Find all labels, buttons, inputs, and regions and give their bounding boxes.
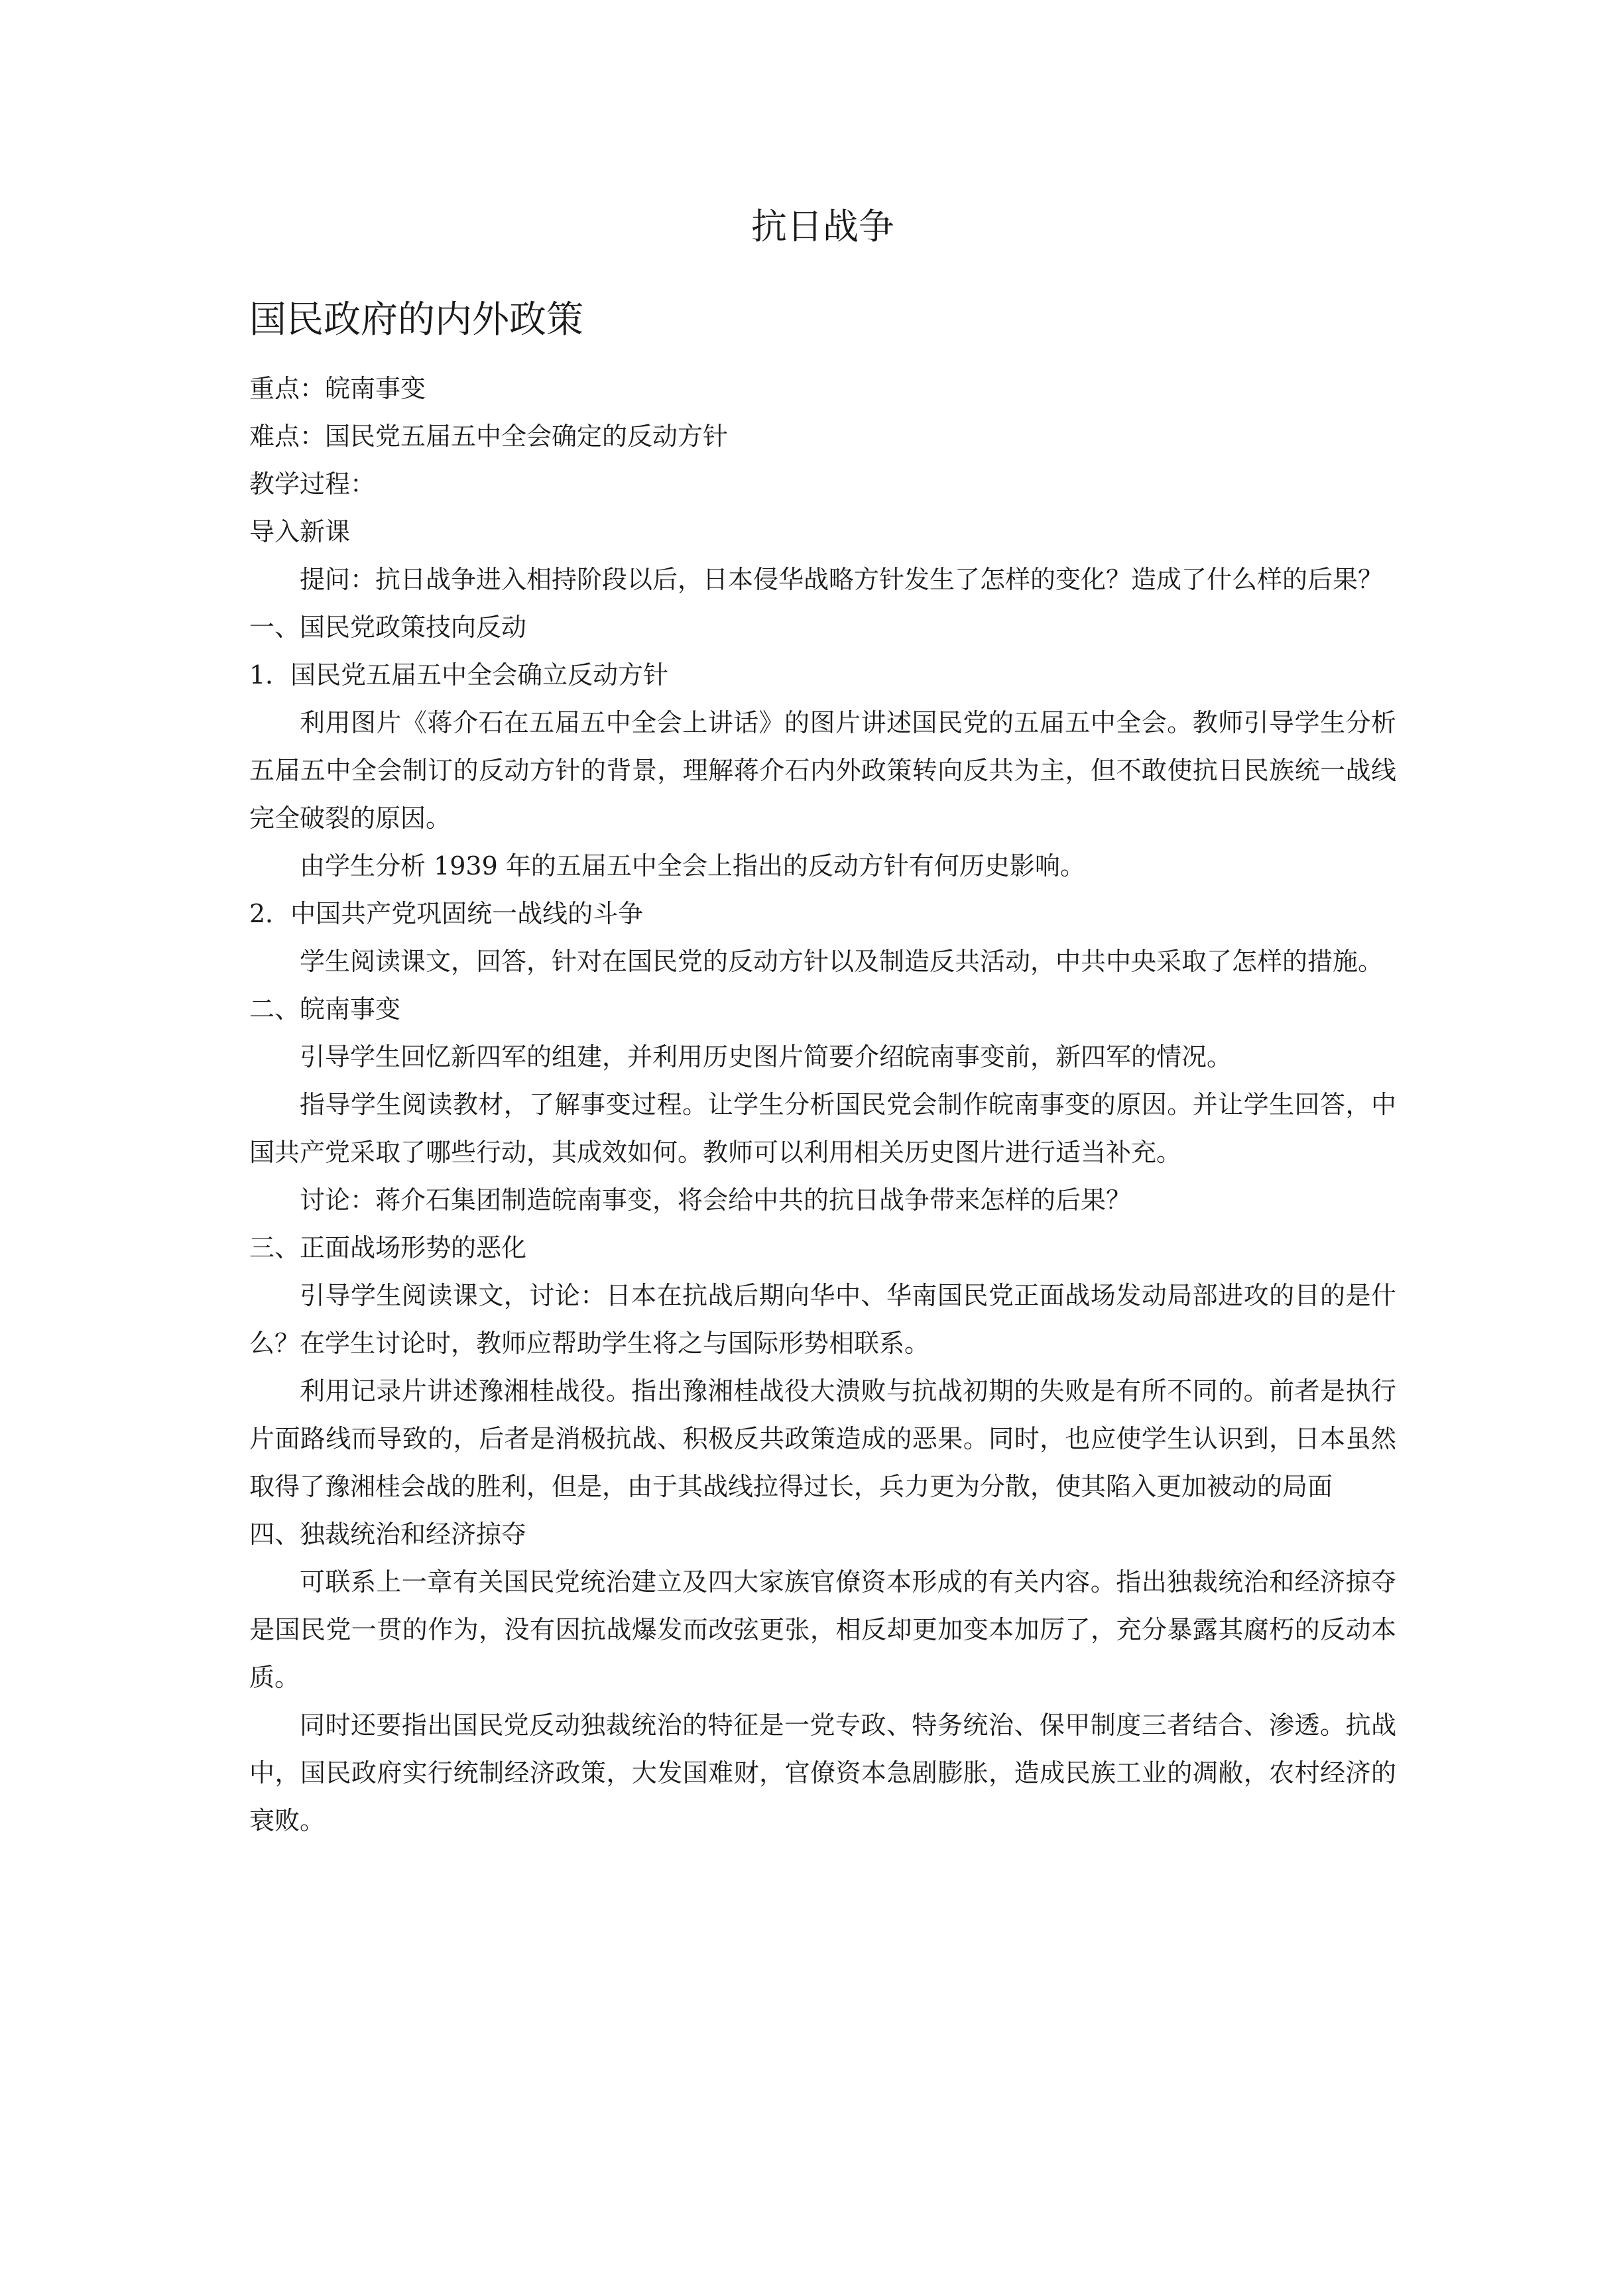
part4-heading: 四、独裁统治和经济掠夺 [249,1519,527,1549]
intro-heading: 导入新课 [249,516,351,546]
difficulty: 难点：国民党五届五中全会确定的反动方针 [249,421,729,451]
part1-sub1-heading: 1．国民党五届五中全会确立反动方针 [249,660,669,690]
part3-heading: 三、正面战场形势的恶化 [249,1233,527,1262]
part2-paragraph: 引导学生回忆新四军的组建，并利用历史图片简要介绍皖南事变前，新四军的情况。 [300,1042,1232,1071]
part2-paragraph: 讨论：蒋介石集团制造皖南事变，将会给中共的抗日战争带来怎样的后果？ [300,1185,1132,1215]
part3-paragraph: 引导学生阅读课文，讨论：日本在抗战后期向华中、华南国民党正面战场发动局部进攻的目的是什么？在学生讨论时，教师应帮助学生将之与国际形势相联系。 [249,1280,1396,1358]
part1-sub2-heading: 2．中国共产党巩固统一战线的斗争 [249,898,644,928]
part1-heading: 一、国民党政策技向反动 [249,612,527,642]
part1-sub1-paragraph: 由学生分析 1939 年的五届五中全会上指出的反动方针有何历史影响。 [300,851,1085,880]
intro-paragraph: 提问：抗日战争进入相持阶段以后，日本侵华战略方针发生了怎样的变化？造成了什么样的后果？ [300,564,1384,594]
part2-heading: 二、皖南事变 [249,994,401,1024]
part2-paragraph: 指导学生阅读教材，了解事变过程。让学生分析国民党会制作皖南事变的原因。并让学生回答，中国共产党采取了哪些行动，其成效如何。教师可以利用相关历史图片进行适当补充。 [249,1089,1396,1167]
part1-sub2-paragraph: 学生阅读课文，回答，针对在国民党的反动方针以及制造反共活动，中共中央采取了怎样的措施。 [300,946,1384,976]
section-title: 国民政府的内外政策 [249,298,583,341]
process-label: 教学过程： [249,469,376,499]
part4-paragraph: 同时还要指出国民党反动独裁统治的特征是一党专政、特务统治、保甲制度三者结合、渗透。抗战中，国民政府实行统制经济政策，大发国难财，官僚资本急剧膨胀，造成民族工业的凋敝，农村经济的衰败。 [249,1710,1396,1835]
document-page [249,206,1396,1844]
key-point: 重点：皖南事变 [249,373,426,403]
part3-paragraph: 利用记录片讲述豫湘桂战役。指出豫湘桂战役大溃败与抗战初期的失败是有所不同的。前者是执行片面路线而导致的，后者是消极抗战、积极反共政策造成的恶果。同时，也应使学生认识到，日本虽然取得了豫湘桂会战的胜利，但是，由于其战线拉得过长，兵力更为分散，使其陷入更加被动的局面 [249,1376,1396,1501]
part4-paragraph: 可联系上一章有关国民党统治建立及四大家族官僚资本形成的有关内容。指出独裁统治和经济掠夺是国民党一贯的作为，没有因抗战爆发而改弦更张，相反却更加变本加厉了，充分暴露其腐朽的反动本质。 [249,1567,1396,1692]
part1-sub1-paragraph: 利用图片《蒋介石在五届五中全会上讲话》的图片讲述国民党的五届五中全会。教师引导学生分析五届五中全会制订的反动方针的背景，理解蒋介石内外政策转向反共为主，但不敢使抗日民族统一战线完全破裂的原因。 [249,707,1396,833]
document-title: 抗日战争 [751,206,894,247]
